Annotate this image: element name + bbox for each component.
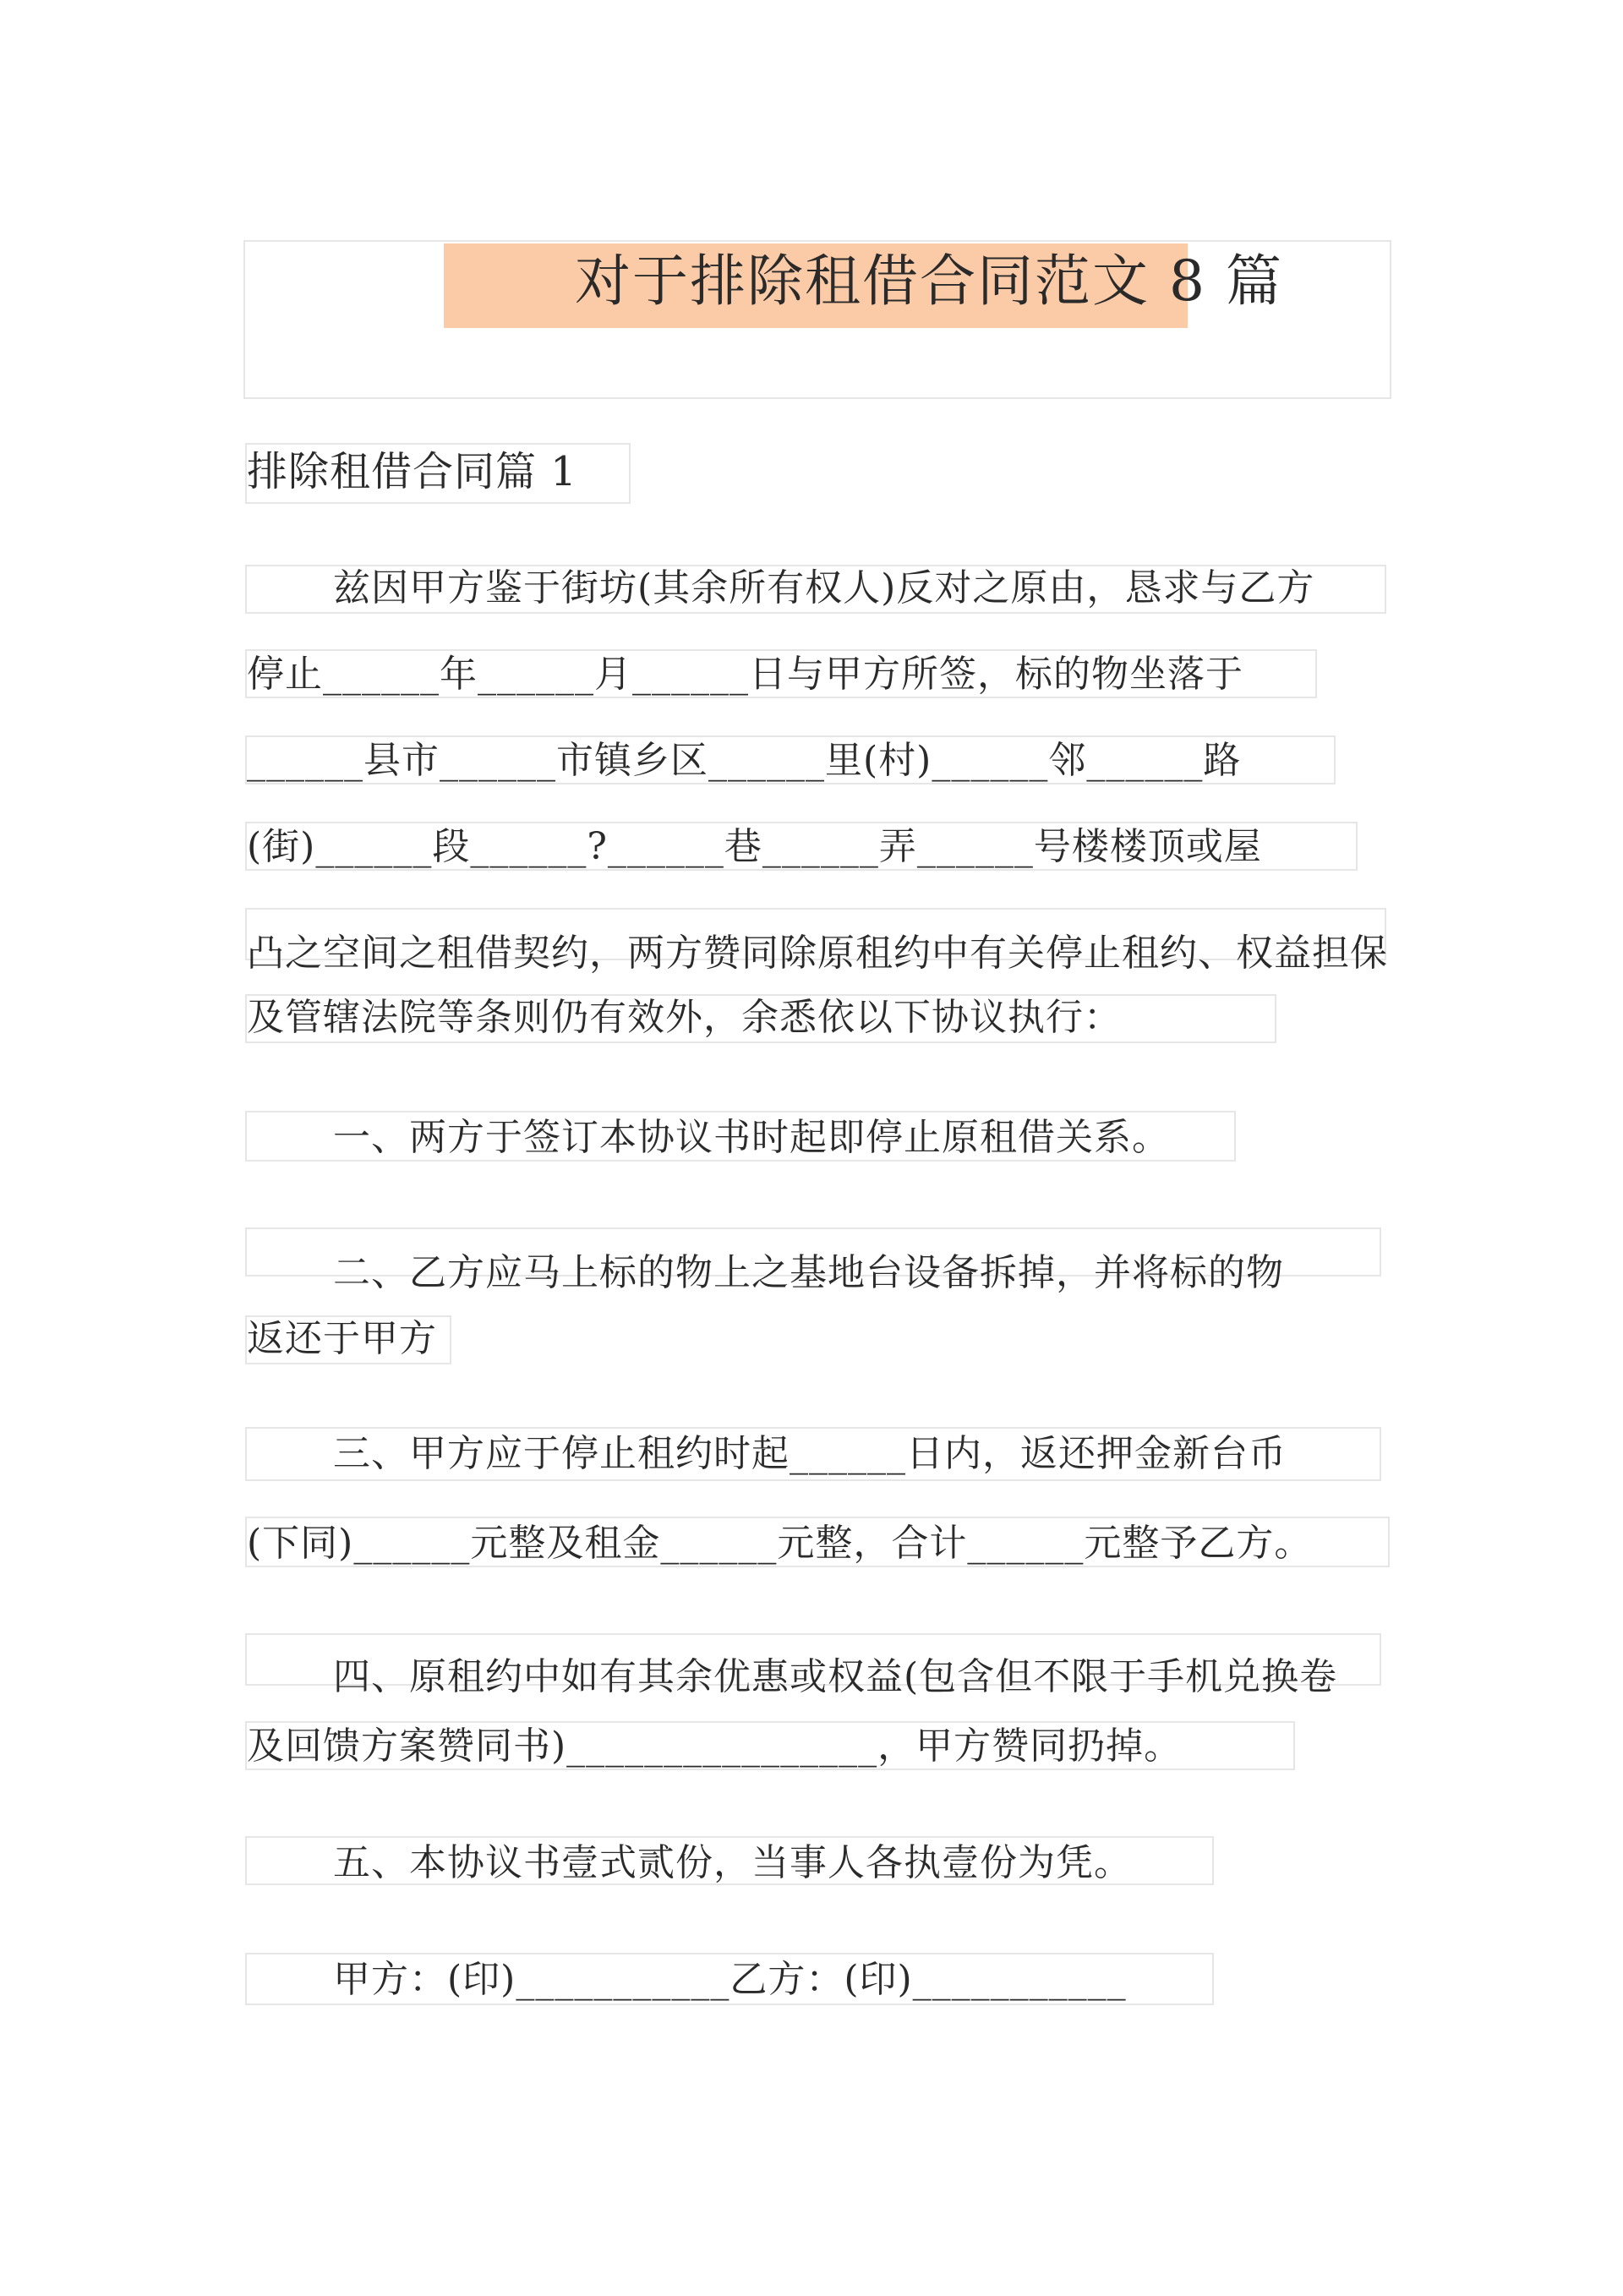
- clause-3: 三、甲方应于停止租约时起______日内，返还押金新台币: [333, 1432, 1287, 1475]
- clause-1: 一、两方于签订本协议书时起即停止原租借关系。: [333, 1116, 1170, 1159]
- clause-3-continued: (下同)______元整及租金______元整，合计______元整予乙方。: [247, 1522, 1313, 1565]
- section-heading: 排除租借合同篇 1: [247, 448, 577, 495]
- paragraph-line: 及管辖法院等条则仍有效外，余悉依以下协议执行：: [247, 996, 1122, 1039]
- paragraph-line: (街)______段______?______巷______弄______号楼楼顶或屋: [247, 825, 1262, 868]
- clause-5: 五、本协议书壹式贰份，当事人各执壹份为凭。: [333, 1841, 1132, 1884]
- clause-2: 二、乙方应马上标的物上之基地台设备拆掉，并将标的物: [333, 1251, 1284, 1294]
- paragraph-line: 兹因甲方鉴于街坊(其余所有权人)反对之原由，恳求与乙方: [333, 566, 1315, 610]
- clause-4: 四、原租约中如有其余优惠或权益(包含但不限于手机兑换卷: [333, 1655, 1338, 1698]
- paragraph-line: 停止______年______月______日与甲方所签，标的物坐落于: [247, 653, 1243, 696]
- signature-line: 甲方：(印)___________乙方：(印)___________: [333, 1958, 1127, 2001]
- paragraph-line: 凸之空间之租借契约，两方赞同除原租约中有关停止租约、权益担保: [247, 932, 1388, 975]
- paragraph-line: ______县市______市镇乡区______里(村)______邻______路: [247, 739, 1242, 782]
- clause-4-continued: 及回馈方案赞同书)________________，甲方赞同扔掉。: [247, 1725, 1183, 1768]
- document-title: 对于排除租借合同范文 8 篇: [575, 249, 1283, 314]
- clause-2-continued: 返还于甲方: [247, 1317, 437, 1360]
